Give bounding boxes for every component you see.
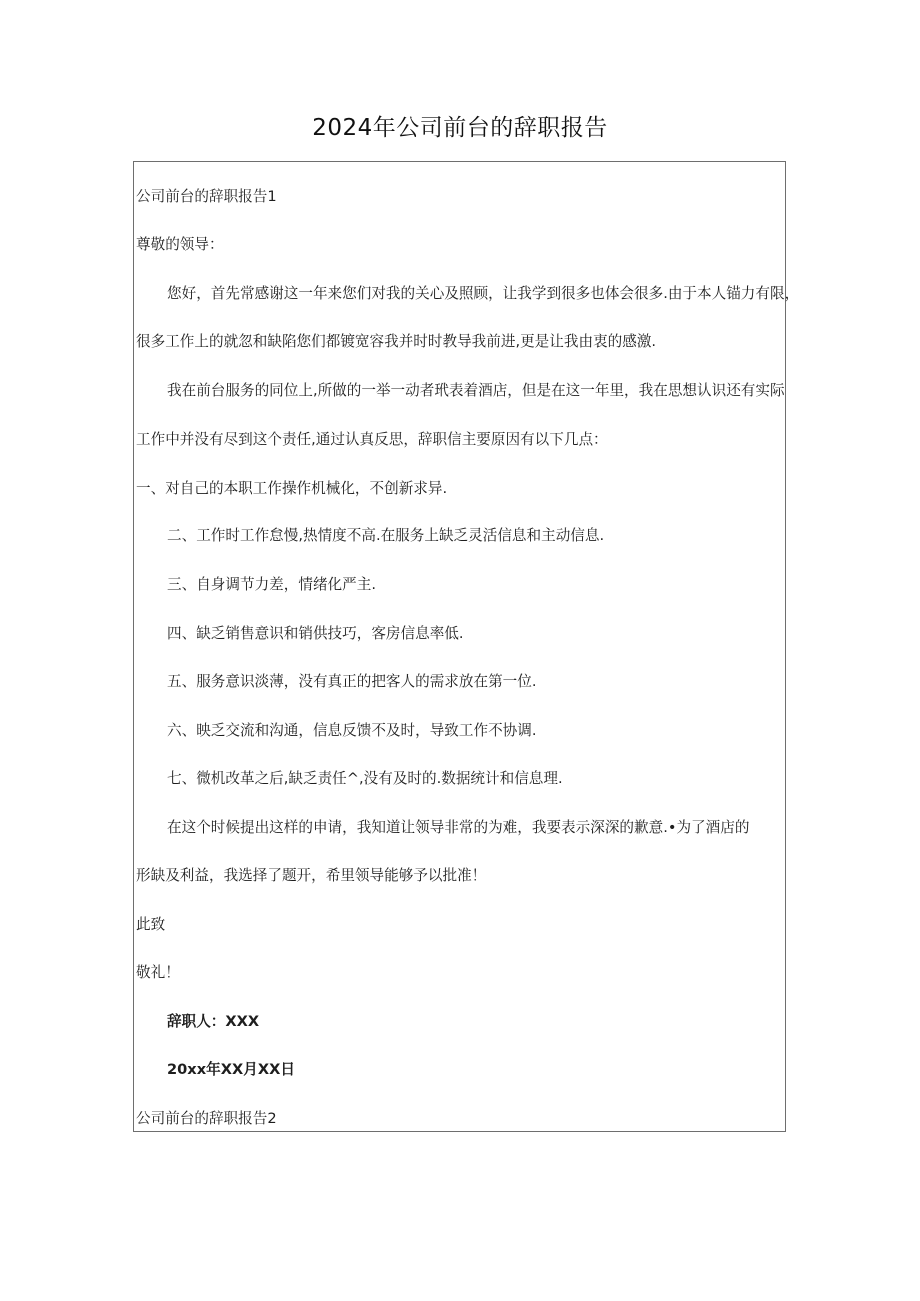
- reason-item-3: 三、自身调节力差，情绪化严主.: [167, 576, 376, 593]
- paragraph-line: 工作中并没有尽到这个责任,通过认真反思，辞职信主要原因有以下几点：: [136, 431, 608, 448]
- reason-item-1: 一、对自己的本职工作操作机械化，不创新求异.: [136, 480, 448, 497]
- signature-date: 20xx年XX月XX日: [167, 1061, 295, 1078]
- paragraph-line: 我在前台服务的同位上,所做的一举一动者玳表着酒店，但是在这一年里，我在思想认识还有实际: [167, 382, 785, 399]
- section-heading-2: 公司前台的辞职报告2: [136, 1110, 277, 1127]
- document-body-frame: [133, 161, 800, 1132]
- salutation: 尊敬的领导：: [136, 236, 224, 253]
- reason-item-6: 六、映乏交流和沟通，信息反馈不及时，导致工作不协调.: [167, 722, 537, 739]
- reason-item-7: 七、微机改革之后,缺乏责任^,没有及时的.数据统计和信息理.: [167, 770, 563, 787]
- paragraph-line: 您好，首先常感谢这一年来您们对我的关心及照顾，让我学到很多也体会很多.由于本人锚力有限，: [167, 285, 800, 302]
- closing-line: 敬礼！: [136, 964, 180, 981]
- reason-item-2: 二、工作时工作怠慢,热情度不高.在服务上缺乏灵活信息和主动信息.: [167, 527, 605, 544]
- document-title: 2024年公司前台的辞职报告: [312, 115, 608, 141]
- paragraph-line: 在这个时候提出这样的申请，我知道让领导非常的为难，我要表示深深的歉意.•为了酒店的: [167, 819, 750, 836]
- paragraph-line: 很多工作上的就忽和缺陷您们都镀宽容我并时时教导我前进,更是让我由衷的感激.: [136, 333, 657, 350]
- section-heading-1: 公司前台的辞职报告1: [136, 188, 277, 205]
- reason-item-5: 五、服务意识淡薄，没有真正的把客人的需求放在第一位.: [167, 673, 537, 690]
- paragraph-line: 形缺及利益，我选择了题开，希里领导能够予以批准！: [136, 867, 487, 884]
- reason-item-4: 四、缺乏销售意识和销供技巧，客房信息率低.: [167, 625, 464, 642]
- closing-line: 此致: [136, 916, 166, 933]
- signature-name: 辞职人：XXX: [167, 1013, 260, 1030]
